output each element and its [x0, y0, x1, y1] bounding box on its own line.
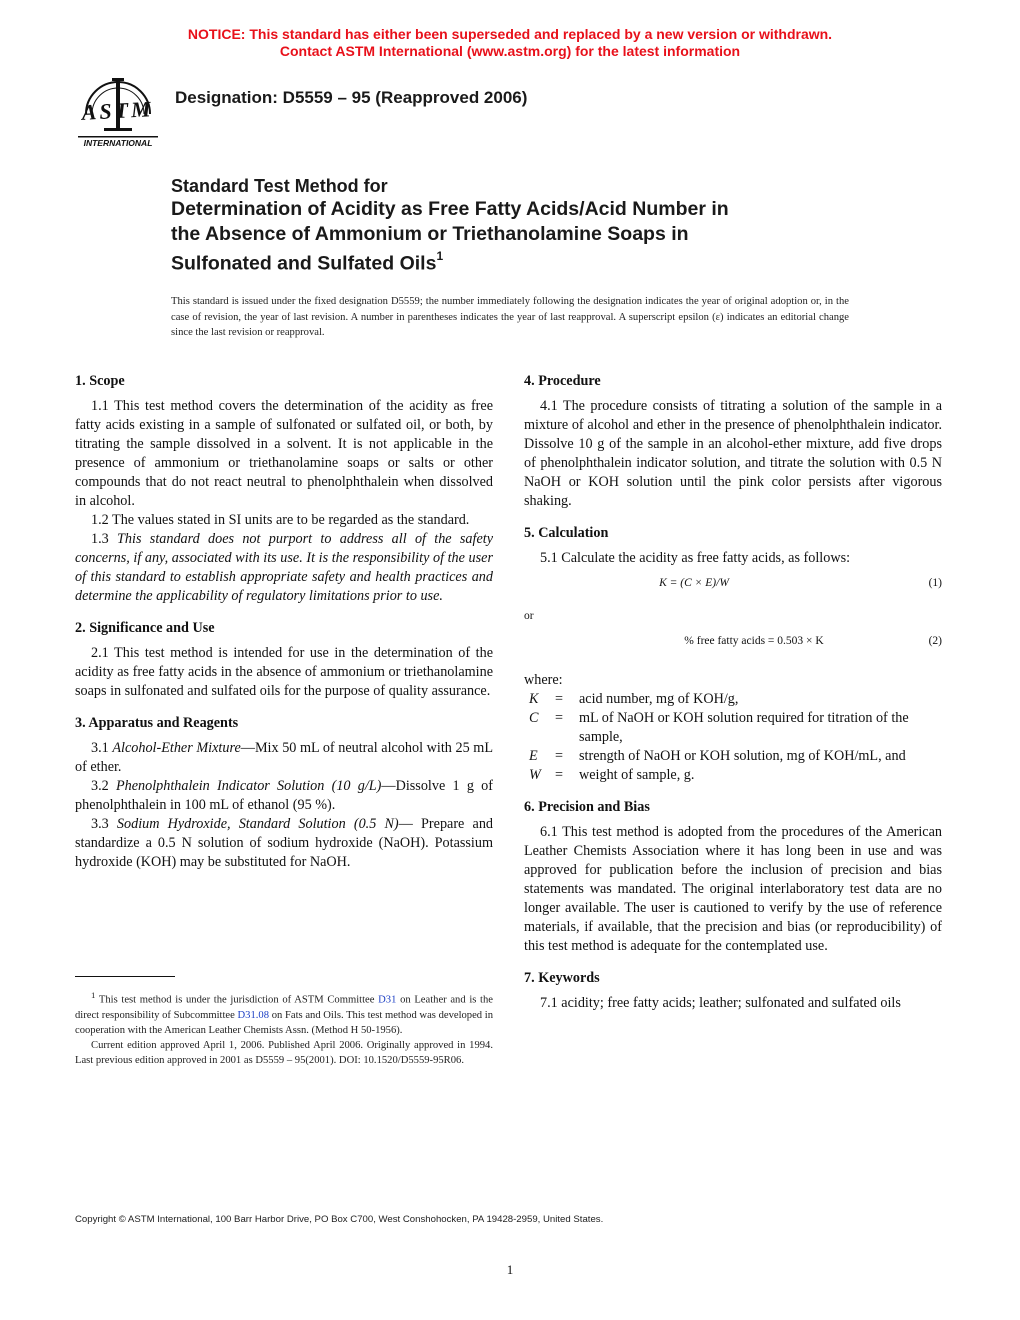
- equation-2: [524, 632, 942, 651]
- calculation-p1: 5.1 Calculate the acidity as free fatty acids, as follows:: [540, 550, 851, 566]
- keywords-heading: 7. Keywords: [524, 970, 600, 986]
- def-symbol: E: [529, 748, 538, 764]
- footnote: [75, 988, 493, 1068]
- issued-note: This standard is issued under the fixed designation D5559; the number immediately following the designation indicates the year of original adoption or, in the case of revision, the year of last revision. A number in parentheses indicates the year of last reapproval. A superscript epsilon (ε) indicates an editorial change since the last revision or reapproval.: [171, 296, 849, 338]
- precision-heading: 6. Precision and Bias: [524, 799, 650, 815]
- scope-p3-num: 1.3: [91, 531, 109, 547]
- apparatus-p1: [75, 739, 493, 777]
- procedure-p1: 4.1 The procedure consists of titrating a solution of the sample in a mixture of alcohol and ether in the presence of phenolphthalein indicator. Dissolve 10 g of the sample in an alcohol-ether mixture, add five drops of phenolphthalein indicator solution, and titrate the solution with 0.5 N NaOH or KOH solution until the pink color persists after vigorous shaking.: [524, 398, 942, 509]
- notice-line-1: NOTICE: This standard has either been superseded and replaced by a new version or withdrawn.: [187, 26, 833, 42]
- scope-p2: 1.2 The values stated in SI units are to be regarded as the standard.: [91, 512, 470, 528]
- left-column: [75, 372, 493, 885]
- committee-link[interactable]: D31: [378, 994, 397, 1006]
- apparatus-p3-num: 3.3: [91, 816, 109, 832]
- definition-row: [524, 709, 942, 747]
- section-significance: [75, 619, 493, 701]
- equation-or: or: [524, 610, 534, 622]
- designation: Designation: D5559 – 95 (Reapproved 2006): [175, 88, 528, 107]
- footnote-p2: Current edition approved April 1, 2006. Published April 2006. Originally approved in 1994. Last previous edition approved in 2001 as D5559 – 95(2001). DOI: 10.1520/D5559-95R06.: [75, 1039, 493, 1066]
- footnote-p1-b: on Leather and is the direct responsibility of Subcommittee: [75, 994, 494, 1021]
- right-column: [524, 372, 942, 1026]
- apparatus-p1-term: Alcohol-Ether Mixture: [112, 740, 241, 756]
- def-symbol: C: [529, 710, 539, 726]
- section-calculation: [524, 524, 942, 785]
- section-apparatus: [75, 714, 493, 872]
- significance-heading: 2. Significance and Use: [75, 620, 215, 636]
- def-symbol: W: [529, 767, 541, 783]
- def-equals: =: [555, 710, 564, 726]
- footnote-p1-c: on Fats and Oils. This test method was developed in cooperation with the American Leather Chemists Assn. (Method H 50-1956).: [75, 1009, 494, 1036]
- apparatus-p3: [75, 815, 493, 872]
- definition-row: [524, 747, 942, 766]
- significance-p1: 2.1 This test method is intended for use in the determination of the acidity as free fatty acids in the absence of ammonium or triethanolamine soaps in sulfonated and sulfated oils for the purpose of quality assurance.: [75, 645, 493, 699]
- apparatus-p2-text: —Dissolve 1 g of phenolphthalein in 100 mL of ethanol (95 %).: [75, 778, 493, 813]
- def-text: weight of sample, g.: [579, 767, 695, 783]
- page-number: 1: [506, 1262, 514, 1277]
- title-line-2: Determination of Acidity as Free Fatty Acids/Acid Number in: [171, 198, 729, 220]
- section-precision: [524, 798, 942, 956]
- equation-2-formula: % free fatty acids = 0.503 × K: [684, 635, 824, 647]
- def-symbol: K: [529, 691, 539, 707]
- apparatus-p3-term: Sodium Hydroxide, Standard Solution (0.5 N): [116, 816, 399, 832]
- title-line-3: the Absence of Ammonium or Triethanolamine Soaps in: [171, 222, 689, 245]
- logo-text: ASTM: [81, 96, 155, 125]
- subcommittee-link[interactable]: D31.08: [237, 1009, 270, 1021]
- footnote-mark: 1: [91, 990, 96, 1000]
- logo-caption: INTERNATIONAL: [83, 138, 153, 148]
- section-procedure: [524, 372, 942, 511]
- keywords-p1: 7.1 acidity; free fatty acids; leather; sulfonated and sulfated oils: [540, 995, 901, 1011]
- equation-1-number: (1): [928, 577, 942, 589]
- footnote-divider: [75, 976, 175, 977]
- title-footnote-mark[interactable]: 1: [436, 249, 444, 263]
- apparatus-p2-term: Phenolphthalein Indicator Solution (10 g/L): [115, 778, 382, 794]
- precision-p1: 6.1 This test method is adopted from the procedures of the American Leather Chemists Association where it has long been in use and was approved for publication before the inclusion of precision and bias statements was mandated. The original interlaboratory test data are no longer available. The user is cautioned to verify by the use of reference materials, if available, that the precision and bias (or reproducibility) of this test method is adequate for the contemplated use.: [524, 824, 942, 954]
- apparatus-p2-num: 3.2: [91, 778, 109, 794]
- equation-1-formula: K = (C × E)/W: [659, 577, 729, 589]
- copyright: Copyright © ASTM International, 100 Barr Harbor Drive, PO Box C700, West Conshohocken, PA 19428-2959, United States.: [75, 1214, 604, 1225]
- where-label: where:: [524, 672, 563, 688]
- def-equals: =: [555, 767, 564, 783]
- document-title: [171, 175, 871, 276]
- astm-logo: [74, 74, 162, 150]
- calculation-heading: 5. Calculation: [524, 525, 609, 541]
- section-keywords: [524, 969, 942, 1013]
- section-scope: [75, 372, 493, 606]
- scope-p1: 1.1 This test method covers the determination of the acidity as free fatty acids existing in a sample of sulfonated or sulfated oil, or both, by titrating the sample dissolved in a solvent. It is not applicable in the presence of ammonium or triethanolamine soaps or salts or other compounds that do not react neutral to phenolphthalein when dissolved in alcohol.: [75, 398, 493, 509]
- definition-row: [524, 766, 942, 785]
- definition-row: [524, 690, 942, 709]
- def-text: acid number, mg of KOH/g,: [579, 691, 739, 707]
- def-text: mL of NaOH or KOH solution required for titration of the sample,: [579, 710, 909, 745]
- procedure-heading: 4. Procedure: [524, 373, 601, 389]
- apparatus-p1-num: 3.1: [91, 740, 109, 756]
- apparatus-heading: 3. Apparatus and Reagents: [75, 715, 239, 731]
- scope-heading: 1. Scope: [75, 373, 125, 389]
- apparatus-p1-text: —Mix 50 mL of neutral alcohol with 25 mL of ether.: [75, 740, 494, 775]
- def-equals: =: [555, 691, 564, 707]
- def-text: strength of NaOH or KOH solution, mg of KOH/mL, and: [579, 748, 906, 764]
- superseded-notice: [0, 26, 1020, 60]
- apparatus-p2: [75, 777, 493, 815]
- def-equals: =: [555, 748, 564, 764]
- title-line-1: Standard Test Method for: [171, 176, 388, 196]
- equation-1: [524, 574, 942, 593]
- equation-2-number: (2): [928, 635, 942, 647]
- notice-line-2: Contact ASTM International (www.astm.org) for the latest information: [279, 43, 741, 59]
- title-line-4: Sulfonated and Sulfated Oils: [171, 252, 437, 275]
- footnote-p1-a: This test method is under the jurisdiction of ASTM Committee: [98, 994, 375, 1006]
- scope-p3-text: This standard does not purport to address all of the safety concerns, if any, associated with its use. It is the responsibility of the user of this standard to establish appropriate safety and health practices and determine the applicability of regulatory limitations prior to use.: [75, 531, 493, 604]
- footnote-p1: [75, 988, 493, 1038]
- scope-p3: [75, 530, 493, 606]
- apparatus-p3-text: — Prepare and standardize a 0.5 N solution of sodium hydroxide (NaOH). Potassium hydroxide (KOH) may be substituted for NaOH.: [75, 816, 494, 870]
